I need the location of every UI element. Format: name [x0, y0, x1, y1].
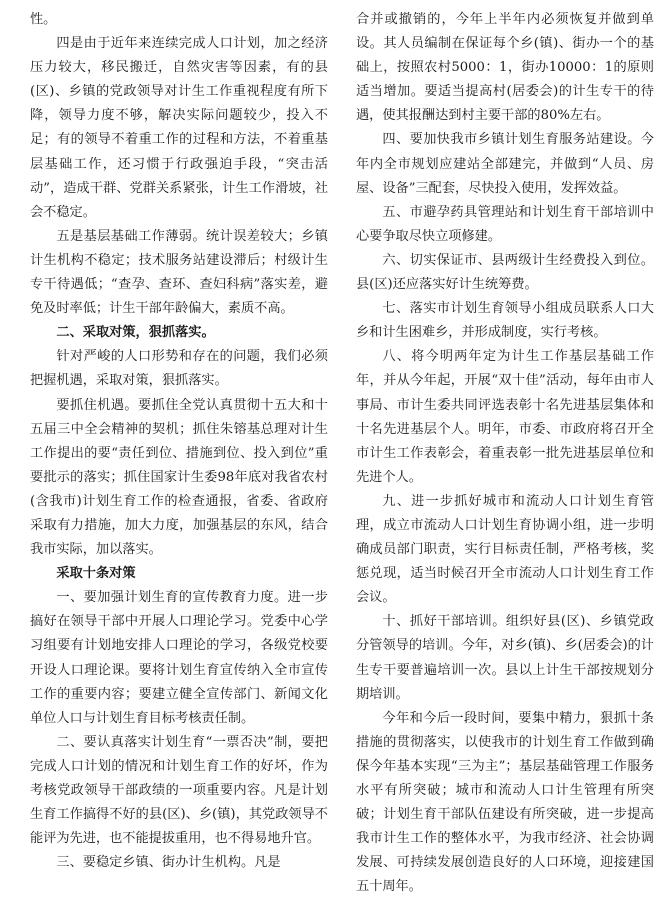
right-text-column	[356, 8, 654, 899]
paragraph: 一、要加强计划生育的宣传教育力度。进一步搞好在领导干部中开展人口理论学习。党委中心学习组要有计划地安排人口理论的学习，各级党校要开设人口理论课。要将计划生育宣传纳入全市宣传工作的重要内容；要建立健全宣传部门、新闻文化单位人口与计划生育目标考核责任制。	[30, 590, 328, 726]
left-text-column	[30, 8, 328, 875]
paragraph: 八、将今明两年定为计生工作基层基础工作年，并从今年起，开展“双十佳”活动，每年由市人事局、市计生委共同评选表彰十名先进基层集体和十名先进基层个人。明年，市委、市政府将召开全市计生工作表彰会，着重表彰一批先进基层单位和先进个人。	[356, 349, 654, 485]
paragraph: 四、要加快我市乡镇计划生育服务站建设。今年内全市规划应建站全部建完，并做到“人员、房屋、设备”三配套，尽快投入使用，发挥效益。	[356, 132, 654, 196]
section-heading: 采取十条对策	[56, 566, 136, 582]
paragraph: 六、切实保证市、县两级计生经费投入到位。县(区)还应落实好计生统筹费。	[356, 252, 654, 293]
paragraph: 九、进一步抓好城市和流动人口计划生育管理，成立市流动人口计划生育协调小组，进一步明确成员部门职责，实行目标责任制，严格考核，奖惩兑现，适当时候召开全市流动人口计划生育工作会议。	[356, 493, 654, 606]
paragraph: 今年和今后一段时间，要集中精力，狠抓十条措施的贯彻落实，以使我市的计划生育工作做到确保今年基本实现“三为主”；基层基础管理工作服务水平有所突破；城市和流动人口计生管理有所突破；计划生育干部队伍建设有所突破，进一步提高我市计生工作的整体水平，为我市经济、社会协调发展、可持续发展创造良好的人口环境，迎接建国五十周年。	[356, 710, 654, 895]
paragraph: 二、要认真落实计划生育“一票否决”制，要把完成人口计划的情况和计划生育工作的好坏，作为考核党政领导干部政绩的一项重要内容。凡是计划生育工作搞得不好的县(区)、乡(镇)，其党政领导不能评为先进，也不能提拔重用，也不得易地升官。	[30, 734, 328, 847]
paragraph: 性。	[30, 12, 57, 27]
paragraph: 十、抓好干部培训。组织好县(区)、乡镇党政分管领导的培训。今年，对乡(镇)、乡(居委会)的计生专干要普遍培训一次。县以上计生干部按规划分期培训。	[356, 614, 654, 702]
section-heading: 二、采取对策，狠抓落实。	[56, 325, 215, 341]
paragraph: 七、落实市计划生育领导小组成员联系人口大乡和计生困难乡，并形成制度，实行考核。	[356, 301, 654, 341]
paragraph: 五、市避孕药具管理站和计划生育干部培训中心要争取尽快立项修建。	[356, 204, 654, 244]
paragraph: 合并或撤销的，今年上半年内必须恢复并做到单设。其人员编制在保证每个乡(镇)、街办一个的基础上，按照农村5000：1，街办10000：1的原则适当增加。要适当提高村(居委会)的计生专干的待遇，使其报酬达到村主要干部的80%左右。	[356, 12, 654, 124]
paragraph: 要抓住机遇。要抓住全党认真贯彻十五大和十五届三中全会精神的契机；抓住朱镕基总理对计生工作提出的要“责任到位、措施到位、投入到位”重要批示的落实；抓住国家计生委98年底对我省农村(含我市)计划生育工作的检查通报，省委、省政府采取有力措施，加大力度，加强基层的东风，结合我市实际，加以落实。	[30, 397, 328, 558]
paragraph: 五是基层基础工作薄弱。统计误差较大；乡镇计生机构不稳定；技术服务站建设滞后；村级计生专干待遇低；“查孕、查环、查妇科病”落实差，避免及时率低；计生干部年龄偏大，素质不高。	[30, 228, 328, 317]
paragraph: 四是由于近年来连续完成人口计划，加之经济压力较大，移民搬迁，自然灾害等因素，有的县(区)、乡镇的党政领导对计生工作重视程度有所下降，领导力度不够，解决实际问题较少，投入不足；有的领导不着重工作的过程和方法，不着重基层基础工作，还习惯于行政强迫手段，“突击活动”，造成干群、党群关系紧张，计生工作滑坡，社会不稳定。	[30, 36, 328, 220]
paragraph: 三、要稳定乡镇、街办计生机构。凡是	[56, 855, 281, 871]
paragraph: 针对严峻的人口形势和存在的问题，我们必须把握机遇，采取对策，狠抓落实。	[30, 349, 328, 389]
